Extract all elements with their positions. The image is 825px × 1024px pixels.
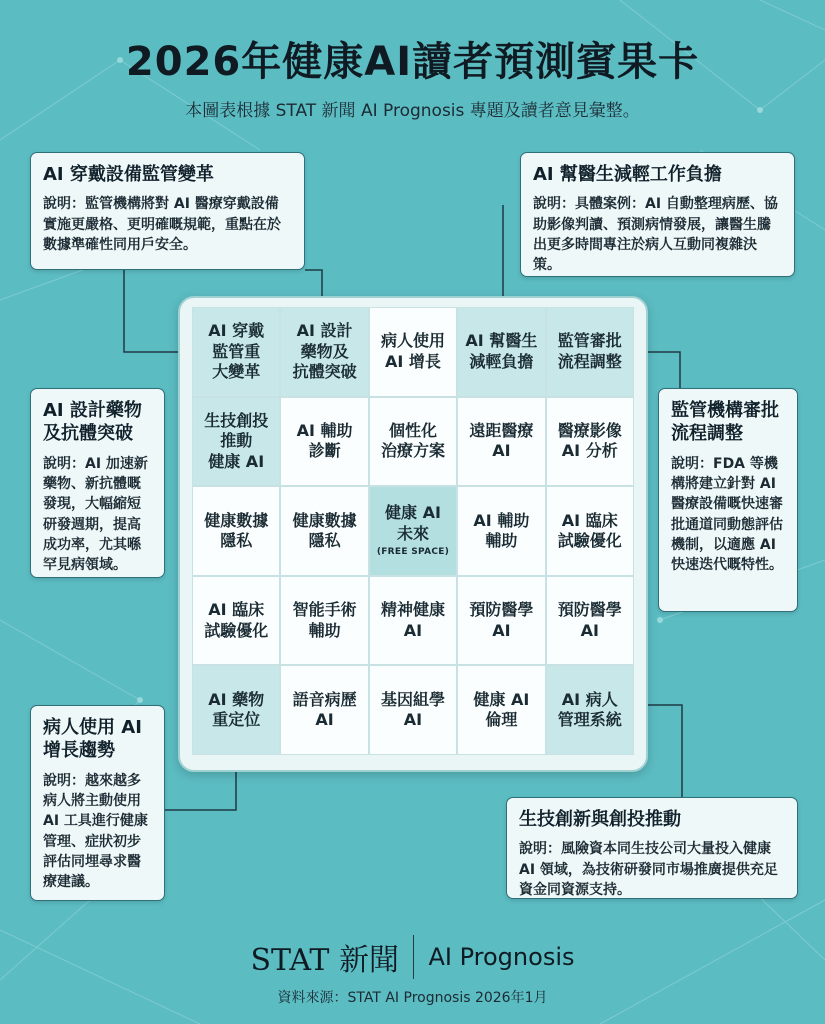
- bingo-cell-text: 遠距醫療: [469, 420, 534, 440]
- bingo-cell-text: 智能手術: [292, 600, 357, 620]
- bingo-cell: [369, 665, 457, 755]
- free-space-note: (FREE SPACE): [376, 547, 450, 558]
- bingo-cell-text: 監管重: [212, 341, 261, 361]
- bingo-cell-text: 基因組學: [380, 689, 445, 709]
- callout-patient-ai-use: [30, 705, 165, 901]
- bingo-cell: [457, 665, 545, 755]
- callout-title: AI 設計藥物及抗體突破: [43, 400, 142, 445]
- callout-biotech-investment: [506, 797, 798, 899]
- bingo-cell-text: 醫療影像: [557, 420, 622, 440]
- bingo-cell-text: 健康 AI: [473, 689, 530, 709]
- bingo-cell-text: AI: [580, 620, 599, 640]
- bingo-cell-text: 隱私: [308, 530, 341, 550]
- bingo-cell-text: 語音病歷: [292, 689, 357, 709]
- bingo-cell-text: AI 設計: [296, 321, 353, 341]
- callout-title: 生技創新與創投推動: [519, 809, 681, 830]
- bingo-cell-text: 預防醫學: [557, 600, 622, 620]
- bingo-cell: [457, 307, 545, 397]
- bingo-cell: [192, 307, 280, 397]
- callout-drug-design: [30, 388, 165, 578]
- bingo-cell: [369, 397, 457, 487]
- callout-body: 說明：越來越多病人將主動使用 AI 工具進行健康管理、症狀初步評估同埋尋求醫療建議。: [43, 772, 148, 891]
- bingo-cell-text: 輔助: [485, 530, 518, 550]
- bingo-cell: [280, 665, 368, 755]
- brand-ai-prognosis: AI Prognosis: [428, 943, 575, 971]
- callout-body: 說明：監管機構將對 AI 醫療穿戴設備實施更嚴格、更明確嘅規範，重點在於數據準確性同用戶安全。: [43, 196, 281, 253]
- bingo-cell-text: 隱私: [220, 530, 253, 550]
- callout-doctor-workload: [520, 152, 795, 277]
- bingo-cell-text: 健康 AI: [385, 503, 441, 523]
- bingo-card: [178, 296, 648, 772]
- bingo-cell-text: 試驗優化: [204, 620, 269, 640]
- bingo-cell-text: 流程調整: [557, 351, 622, 371]
- bingo-cell-text: 藥物及: [300, 341, 349, 361]
- bingo-cell-text: 精神健康: [380, 600, 445, 620]
- bingo-cell-text: AI 臨床: [208, 600, 265, 620]
- bingo-cell: [369, 307, 457, 397]
- bingo-cell-text: 診斷: [308, 441, 341, 461]
- bingo-cell: [546, 397, 634, 487]
- bingo-cell: [280, 307, 368, 397]
- brand-stat-news: STAT 新聞: [250, 943, 399, 978]
- bingo-cell-text: 抗體突破: [292, 362, 357, 382]
- callout-body: 說明：具體案例：AI 自動整理病歷、協助影像判讀、預測病情發展，讓醫生騰出更多時間專注於病人互動同複雜決策。: [533, 196, 778, 274]
- callout-body: 說明：風險資本同生技公司大量投入健康 AI 領域，為技術研發同市場推廣提供充足資金同資源支持。: [519, 841, 778, 898]
- bingo-cell-text: 重定位: [212, 710, 261, 730]
- bingo-cell-text: AI 病人: [561, 689, 618, 709]
- bingo-cell-text: 健康數據: [204, 510, 269, 530]
- bingo-cell-text: AI 輔助: [473, 510, 530, 530]
- bingo-cell-text: AI: [403, 710, 423, 730]
- bingo-cell: [457, 486, 545, 576]
- bingo-cell-text: AI: [492, 441, 511, 461]
- bingo-cell: [280, 486, 368, 576]
- bingo-cell-text: 未來: [396, 523, 429, 543]
- callout-body: 說明：FDA 等機構將建立針對 AI 醫療設備嘅快速審批通道同動態評估機制，以適應 AI 快速迭代嘅特性。: [671, 455, 783, 574]
- bingo-cell: [369, 576, 457, 666]
- callout-regulatory-approval: [658, 388, 798, 612]
- bingo-cell-text: AI: [492, 620, 511, 640]
- bingo-cell-text: 健康 AI: [208, 451, 265, 471]
- bingo-cell-text: 大變革: [212, 362, 261, 382]
- bingo-cell: [457, 397, 545, 487]
- bingo-cell-text: 生技創投: [204, 410, 269, 430]
- bingo-cell: [192, 397, 280, 487]
- bingo-cell-text: 輔助: [308, 620, 341, 640]
- bingo-cell-text: 管理系統: [557, 710, 622, 730]
- bingo-cell-text: 個性化: [388, 420, 437, 440]
- bingo-cell-text: AI 臨床: [561, 510, 618, 530]
- callout-title: 監管機構審批流程調整: [671, 400, 779, 445]
- callout-body: 說明：AI 加速新藥物、新抗體嘅發現，大幅縮短研發週期，提高成功率，尤其喺罕見病領域。: [43, 455, 148, 574]
- callout-title: 病人使用 AI 增長趨勢: [43, 717, 142, 762]
- bingo-cell-text: AI: [315, 710, 334, 730]
- bingo-cell: [546, 665, 634, 755]
- callout-title: AI 幫醫生減輕工作負擔: [533, 164, 722, 185]
- bingo-cell: [192, 576, 280, 666]
- bingo-cell-text: 倫理: [485, 710, 518, 730]
- bingo-cell-text: AI 增長: [385, 351, 441, 371]
- bingo-cell: [280, 576, 368, 666]
- bingo-cell-text: AI 幫醫生: [465, 331, 538, 351]
- callout-title: AI 穿戴設備監管變革: [43, 164, 214, 185]
- bingo-cell: [280, 397, 368, 487]
- page-title: 2026年健康AI讀者預測賓果卡: [125, 39, 700, 85]
- bingo-cell: [546, 486, 634, 576]
- bingo-cell-text: 病人使用: [380, 331, 445, 351]
- bingo-cell-text: AI 穿戴: [208, 321, 265, 341]
- callout-wearables-regulation: [30, 152, 305, 270]
- bingo-cell: [546, 307, 634, 397]
- bingo-cell-text: 減輕負擔: [469, 351, 534, 371]
- bingo-cell-text: 監管審批: [557, 331, 622, 351]
- bingo-cell-text: 推動: [220, 431, 253, 451]
- bingo-cell: [192, 665, 280, 755]
- bingo-cell-text: AI 藥物: [208, 689, 265, 709]
- bingo-cell-free-space: [369, 486, 457, 576]
- bingo-cell-text: 治療方案: [380, 441, 445, 461]
- bingo-cell: [457, 576, 545, 666]
- bingo-cell-text: AI 分析: [561, 441, 618, 461]
- bingo-cell-text: AI 輔助: [296, 420, 353, 440]
- source-note: 資料來源：STAT AI Prognosis 2026年1月: [277, 990, 548, 1006]
- bingo-cell-text: 試驗優化: [557, 530, 622, 550]
- bingo-cell-text: 預防醫學: [469, 600, 534, 620]
- bingo-cell: [192, 486, 280, 576]
- page-subtitle: 本圖表根據 STAT 新聞 AI Prognosis 專題及讀者意見彙整。: [185, 101, 640, 121]
- bingo-grid: [192, 307, 634, 755]
- bingo-cell-text: 健康數據: [292, 510, 357, 530]
- bingo-cell-text: AI: [403, 620, 423, 640]
- footer-brand: [0, 935, 825, 979]
- bingo-cell: [546, 576, 634, 666]
